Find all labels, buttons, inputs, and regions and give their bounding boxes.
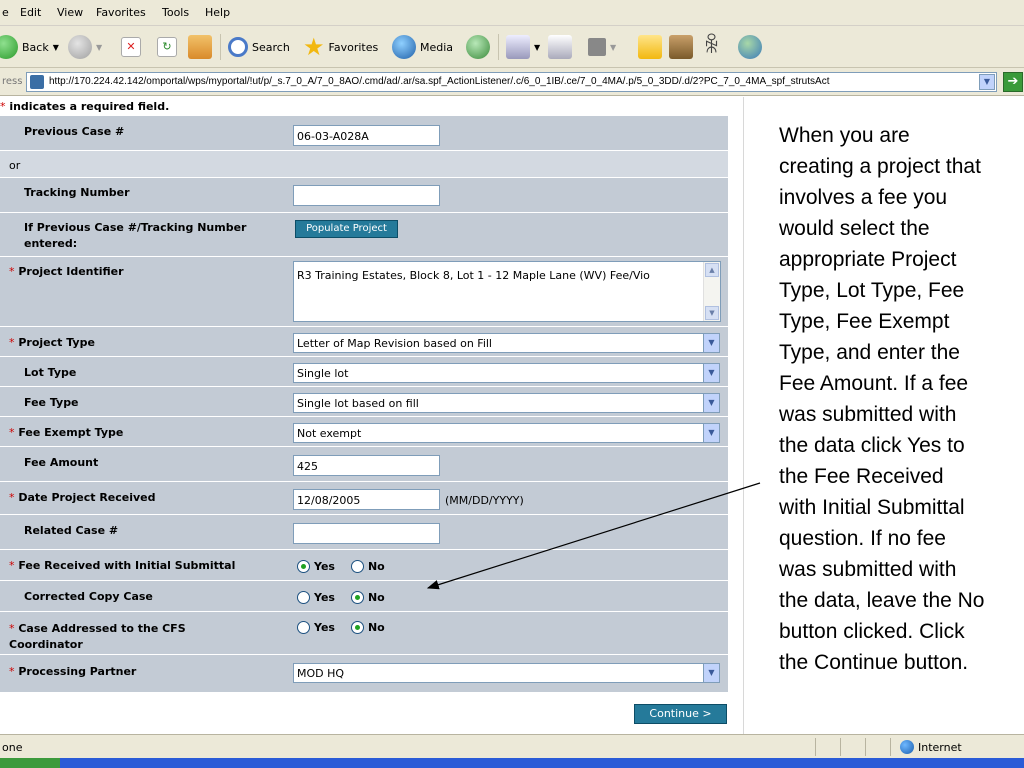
project-type-label-text: Project Type bbox=[18, 336, 95, 349]
history-icon bbox=[466, 35, 490, 59]
favorites-label: Favorites bbox=[328, 40, 379, 54]
chevron-down-icon[interactable]: ▼ bbox=[979, 74, 995, 90]
refresh-icon: ↻ bbox=[157, 37, 177, 57]
fee-amount-input[interactable]: 425 bbox=[293, 455, 440, 476]
address-url: http://170.224.42.142/omportal/wps/myportal/!ut/p/_s.7_0_A/7_0_8AO/.cmd/ad/.ar/sa.spf_ActionListener/.c/6_0_1IB/.ce/7_0_4MA/.p/5_0_3DD/.d/2?PC_7_0_4MA_spf_strutsAct bbox=[49, 76, 830, 87]
status-separator bbox=[840, 738, 841, 756]
home-button[interactable] bbox=[188, 34, 212, 60]
status-separator bbox=[890, 738, 891, 756]
refresh-button[interactable] bbox=[157, 34, 177, 60]
person-icon: ꆜ bbox=[703, 34, 721, 59]
status-separator bbox=[815, 738, 816, 756]
lot-type-value: Single lot bbox=[297, 367, 349, 380]
home-icon bbox=[188, 35, 212, 59]
menu-bar bbox=[0, 0, 1024, 26]
related-case-label: Related Case # bbox=[24, 524, 119, 537]
search-label: Search bbox=[252, 40, 290, 54]
edit-button[interactable] bbox=[588, 34, 616, 60]
required-star: * bbox=[9, 622, 15, 635]
callout-arrow bbox=[0, 97, 1024, 734]
status-text: one bbox=[2, 741, 23, 754]
required-star: * bbox=[9, 665, 15, 678]
zone-label: Internet bbox=[918, 740, 962, 754]
messenger-button[interactable] bbox=[703, 34, 720, 60]
required-note-text: indicates a required field. bbox=[5, 100, 170, 113]
menu-edit[interactable]: Edit bbox=[20, 6, 42, 19]
fee-exempt-value: Not exempt bbox=[297, 427, 362, 440]
fee-exempt-label-text: Fee Exempt Type bbox=[18, 426, 124, 439]
toolbar-separator bbox=[498, 34, 499, 60]
arrow-right-icon: ➔ bbox=[1007, 74, 1019, 89]
yes-label: Yes bbox=[314, 591, 335, 604]
corrected-copy-label: Corrected Copy Case bbox=[24, 590, 153, 603]
security-zone bbox=[900, 740, 962, 754]
media-button[interactable] bbox=[392, 34, 453, 60]
menu-favorites[interactable]: Favorites bbox=[96, 6, 146, 19]
edit-icon bbox=[588, 38, 606, 56]
processing-partner-label-text: Processing Partner bbox=[18, 665, 137, 678]
processing-partner-value: MOD HQ bbox=[297, 667, 345, 680]
date-format-hint: (MM/DD/YYYY) bbox=[445, 494, 524, 507]
folder-icon bbox=[638, 35, 662, 59]
required-star: * bbox=[9, 336, 15, 349]
stop-icon: ✕ bbox=[121, 37, 141, 57]
required-star: * bbox=[9, 559, 15, 572]
books-icon bbox=[669, 35, 693, 59]
required-star: * bbox=[9, 491, 15, 504]
fee-amount-label: Fee Amount bbox=[24, 456, 99, 469]
mail-icon bbox=[506, 35, 530, 59]
previous-case-input[interactable]: 06-03-A028A bbox=[293, 125, 440, 146]
forward-arrow-icon bbox=[68, 35, 92, 59]
no-label: No bbox=[367, 560, 385, 573]
status-separator bbox=[865, 738, 866, 756]
taskbar bbox=[0, 758, 1024, 768]
status-bar bbox=[0, 734, 1024, 758]
media-label: Media bbox=[420, 40, 454, 54]
lot-type-label: Lot Type bbox=[24, 366, 77, 379]
instruction-text: When you are creating a project that involves a fee you would select the appropriate Project Type, Lot Type, Fee Type, Fee Exempt Type, and enter the Fee Amount. If a fee was submitted with the data click Yes to the Fee Received with Initial Submittal question. If no fee was submitted with the data, leave the No button clicked. Click the Continue button. bbox=[779, 124, 985, 674]
print-icon bbox=[548, 35, 572, 59]
discuss-button[interactable] bbox=[638, 34, 662, 60]
required-star: * bbox=[9, 426, 15, 439]
fee-type-value: Single lot based on fill bbox=[297, 397, 419, 410]
fee-received-label-text: Fee Received with Initial Submittal bbox=[18, 559, 236, 572]
fee-type-label: Fee Type bbox=[24, 396, 79, 409]
users-icon bbox=[738, 35, 762, 59]
chevron-down-icon: ▼ bbox=[534, 42, 541, 52]
yes-label: Yes bbox=[314, 560, 335, 573]
scroll-up-icon[interactable]: ▲ bbox=[705, 263, 719, 277]
search-icon bbox=[228, 37, 248, 57]
menu-help[interactable]: Help bbox=[205, 6, 231, 19]
project-type-value: Letter of Map Revision based on Fill bbox=[297, 337, 492, 350]
mail-button[interactable] bbox=[506, 34, 540, 60]
menu-file[interactable]: e bbox=[2, 6, 9, 19]
address-input[interactable] bbox=[26, 72, 997, 92]
scroll-down-icon[interactable]: ▼ bbox=[705, 306, 719, 320]
back-button[interactable] bbox=[0, 34, 59, 60]
favorites-button[interactable] bbox=[303, 34, 378, 60]
required-star: * bbox=[0, 100, 6, 113]
go-button[interactable] bbox=[1003, 72, 1023, 92]
date-received-input[interactable]: 12/08/2005 bbox=[293, 489, 440, 510]
date-received-label-text: Date Project Received bbox=[18, 491, 156, 504]
menu-view[interactable]: View bbox=[57, 6, 84, 19]
users-button[interactable] bbox=[738, 34, 762, 60]
back-label: Back bbox=[22, 40, 49, 54]
history-button[interactable] bbox=[466, 34, 490, 60]
start-button[interactable] bbox=[0, 758, 60, 768]
address-label: ress bbox=[2, 76, 23, 87]
search-button[interactable] bbox=[228, 34, 290, 60]
chevron-down-icon: ▼ bbox=[703, 664, 719, 682]
stop-button[interactable] bbox=[121, 34, 141, 60]
continue-button[interactable]: Continue > bbox=[634, 704, 727, 724]
project-identifier-label-text: Project Identifier bbox=[18, 265, 124, 278]
no-label: No bbox=[367, 621, 385, 634]
populate-project-button[interactable]: Populate Project bbox=[295, 220, 398, 238]
yes-label: Yes bbox=[314, 621, 335, 634]
chevron-down-icon: ▼ bbox=[703, 394, 719, 412]
address-bar bbox=[0, 68, 1024, 96]
chevron-down-icon: ▼ bbox=[703, 364, 719, 382]
previous-case-label: Previous Case # bbox=[24, 125, 125, 138]
page-icon bbox=[30, 75, 44, 89]
print-button[interactable] bbox=[548, 34, 572, 60]
tracking-label: Tracking Number bbox=[24, 186, 130, 199]
forward-button[interactable] bbox=[68, 34, 102, 60]
media-icon bbox=[392, 35, 416, 59]
back-arrow-icon bbox=[0, 35, 18, 59]
page-content bbox=[0, 97, 1024, 734]
required-star: * bbox=[9, 265, 15, 278]
cfs-coordinator-label-text: Case Addressed to the CFS Coordinator bbox=[9, 622, 186, 651]
menu-tools[interactable]: Tools bbox=[162, 6, 190, 19]
star-icon: ★ bbox=[303, 33, 325, 61]
chevron-down-icon: ▼ bbox=[703, 334, 719, 352]
toolbar bbox=[0, 26, 1024, 68]
chevron-down-icon: ▼ bbox=[703, 424, 719, 442]
or-text: or bbox=[9, 159, 21, 172]
research-button[interactable] bbox=[669, 34, 693, 60]
globe-icon bbox=[900, 740, 914, 754]
project-identifier-text: R3 Training Estates, Block 8, Lot 1 - 12 Maple Lane (WV) Fee/Vio bbox=[297, 269, 650, 282]
chevron-down-icon: ▼ bbox=[52, 42, 59, 52]
no-label: No bbox=[367, 591, 385, 604]
chevron-down-icon: ▼ bbox=[96, 42, 103, 52]
populate-label: If Previous Case #/Tracking Number entered: bbox=[24, 221, 247, 250]
chevron-down-icon: ▼ bbox=[610, 42, 617, 52]
toolbar-separator bbox=[220, 34, 221, 60]
